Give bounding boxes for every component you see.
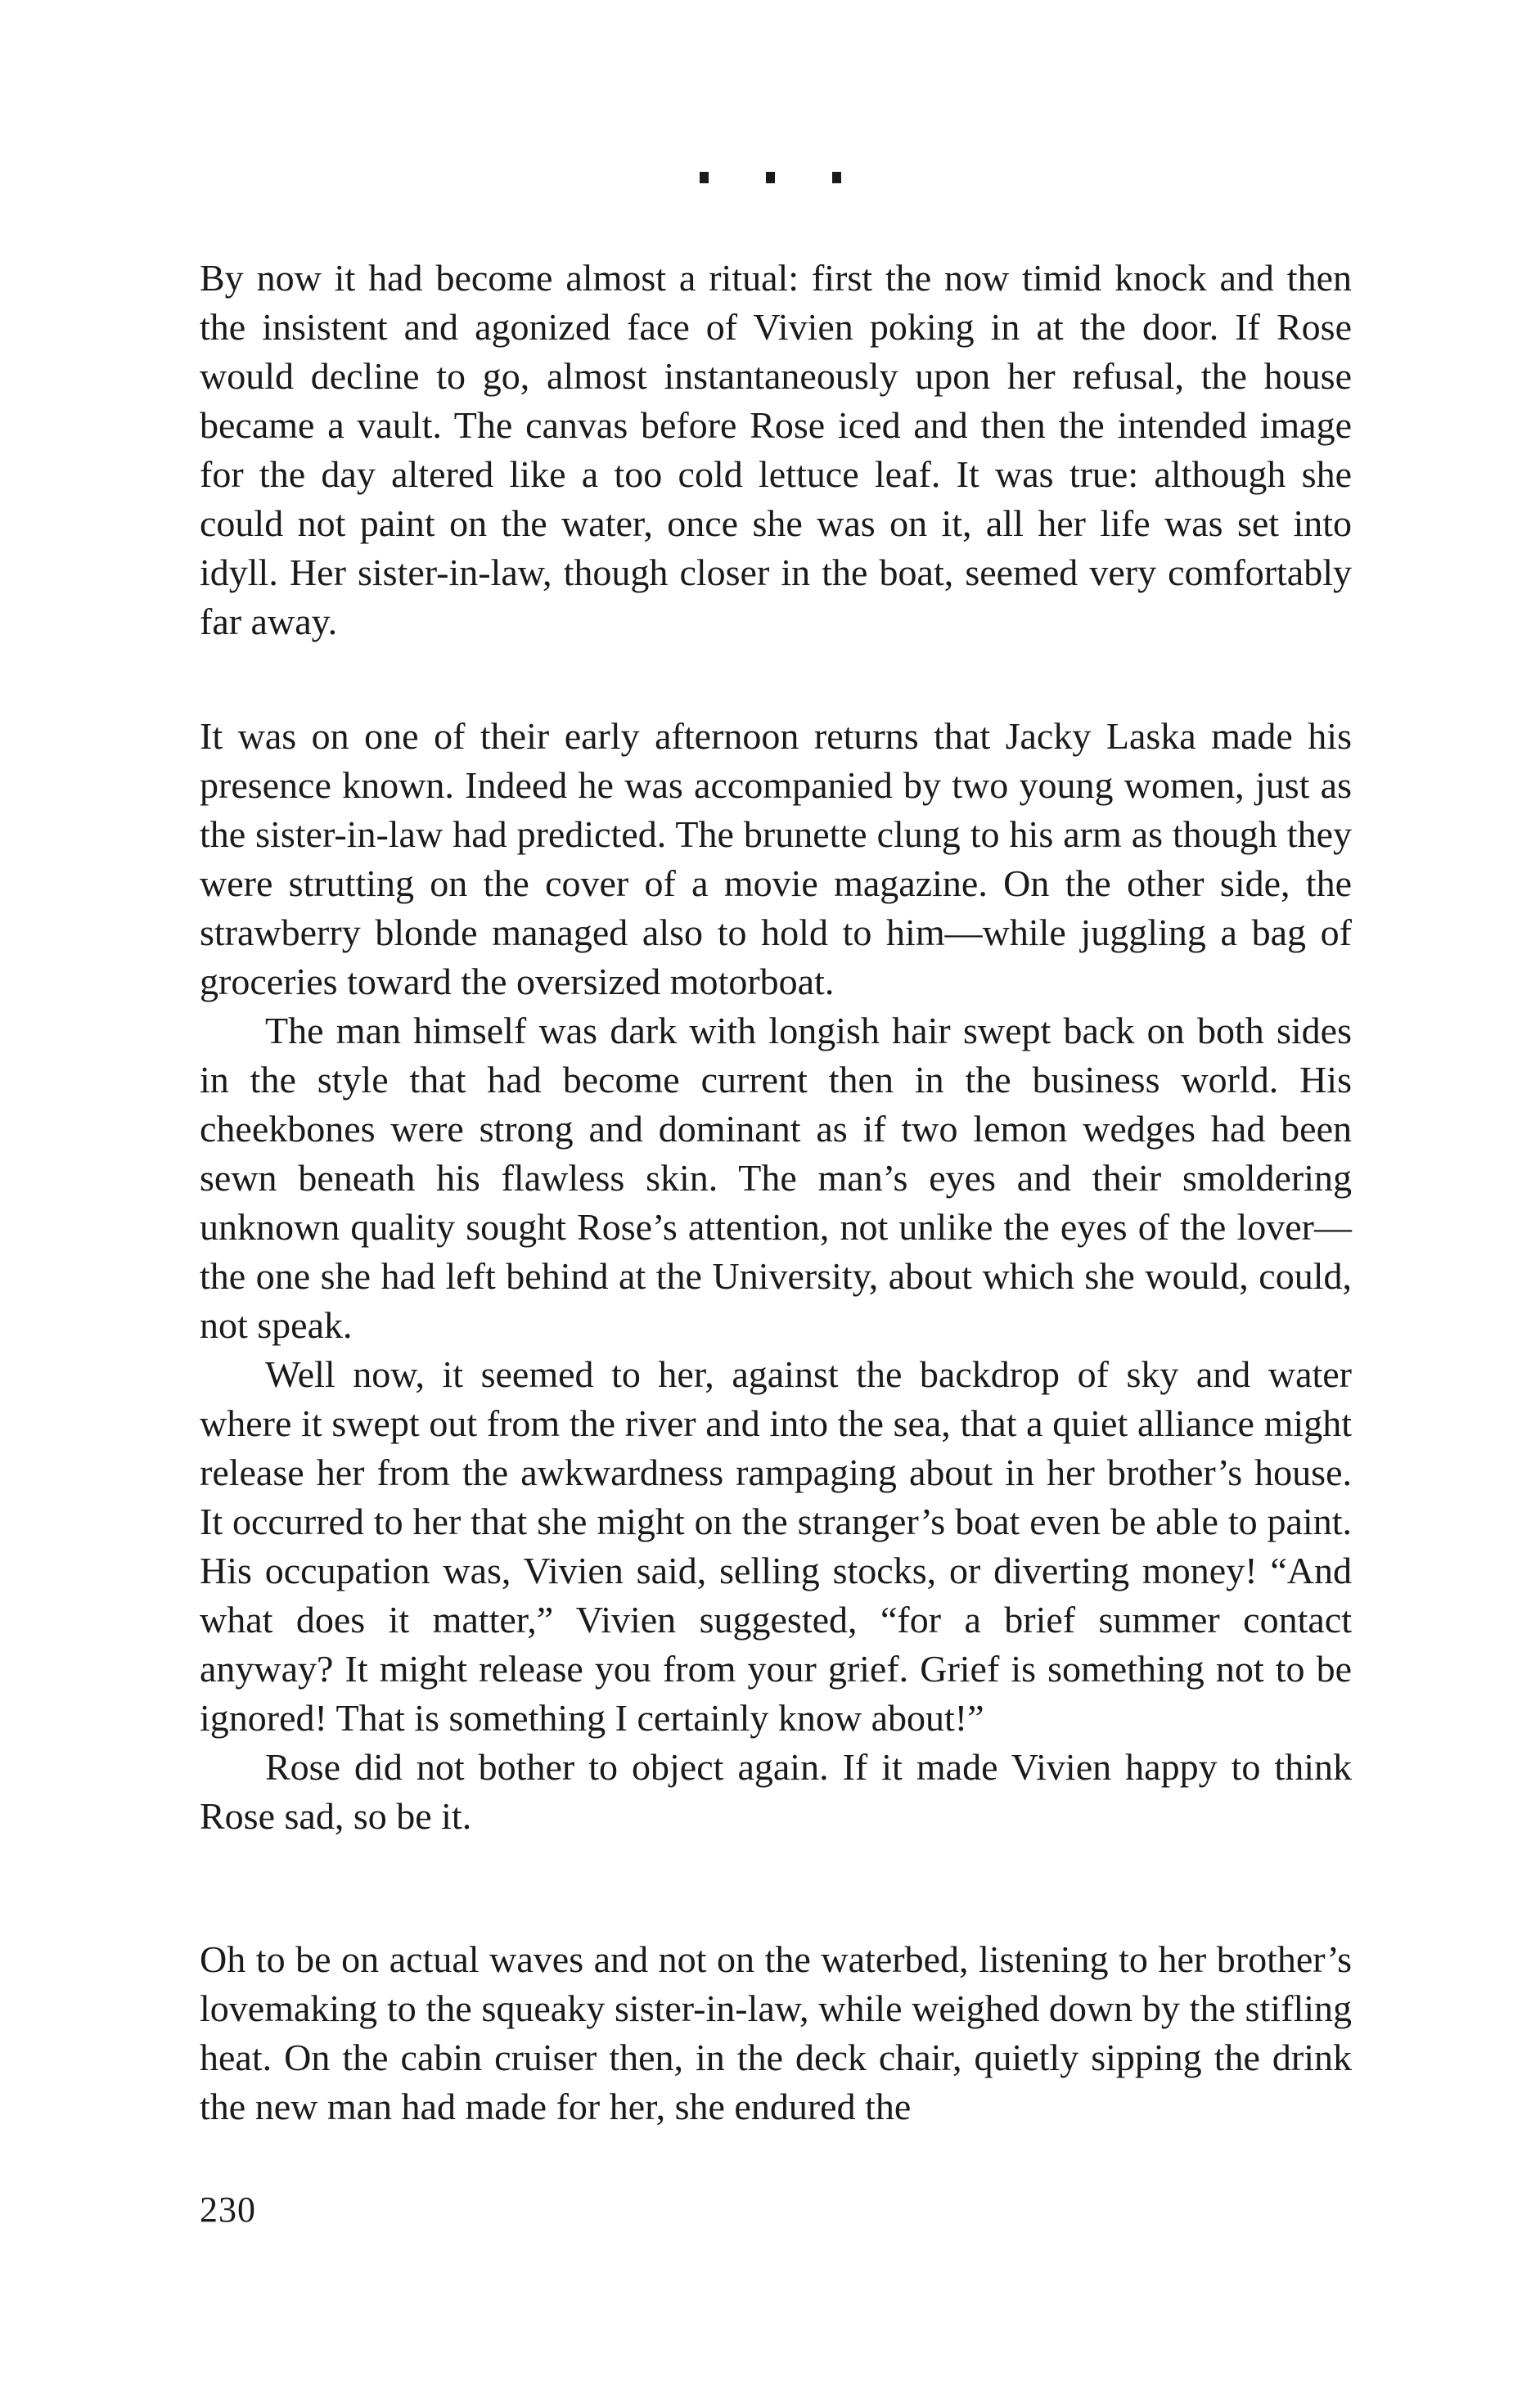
text-section-3 (200, 1935, 1352, 2131)
page-number: 230 (200, 2190, 256, 2230)
ornament-square (766, 172, 775, 183)
paragraph: Oh to be on actual waves and not on the waterbed, listening to her brother’s lovemaking to the squeaky sister-in-law, while weighed down by the stifling heat. On the cabin cruiser then, in the deck chair, quietly sipping the drink the new man had made for her, she endured the (200, 1938, 1352, 2127)
paragraph: The man himself was dark with longish hair swept back on both sides in the style that had become current then in the business world. His cheekbones were strong and dominant as if two lemon wedges had been sewn beneath his flawless skin. The man’s eyes and their smoldering unknown quality sought Rose’s attention, not unlike the eyes of the lover—the one she had left behind at the University, about which she would, could, not speak. (200, 1010, 1352, 1346)
section-break-ornament (0, 172, 1540, 188)
paragraph: Well now, it seemed to her, against the backdrop of sky and water where it swept out from the river and into the sea, that a quiet alliance might release her from the awkwardness rampaging about in her brother’s house. It occurred to her that she might on the stranger’s boat even be able to paint. His occupation was, Vivien said, selling stocks, or diverting money! “And what does it matter,” Vivien suggested, “for a brief summer contact anyway? It might release you from your grief. Grief is something not to be ignored! That is something I certainly know about!” (200, 1353, 1352, 1739)
ornament-square (700, 172, 709, 183)
paragraph: Rose did not bother to object again. If it made Vivien happy to think Rose sad, so be it. (200, 1746, 1352, 1837)
ornament-square (832, 172, 841, 183)
paragraph: By now it had become almost a ritual: first the now timid knock and then the insistent and agonized face of Vivien poking in at the door. If Rose would decline to go, almost instantaneously upon her refusal, the house became a vault. The canvas before Rose iced and then the intended image for the day altered like a too cold lettuce leaf. It was true: although she could not paint on the water, once she was on it, all her life was set into idyll. Her sister-in-law, though closer in the boat, seemed very comfortably far away. (200, 257, 1352, 642)
paragraph: It was on one of their early afternoon returns that Jacky Laska made his presence known. Indeed he was accompanied by two young women, just as the sister-in-law had predicted. The brunette clung to his arm as though they were strutting on the cover of a movie magazine. On the other side, the strawberry blonde managed also to hold to him—while juggling a bag of groceries toward the oversized motorboat. (200, 715, 1352, 1002)
text-section-1 (200, 254, 1352, 646)
text-section-2 (200, 712, 1352, 1841)
